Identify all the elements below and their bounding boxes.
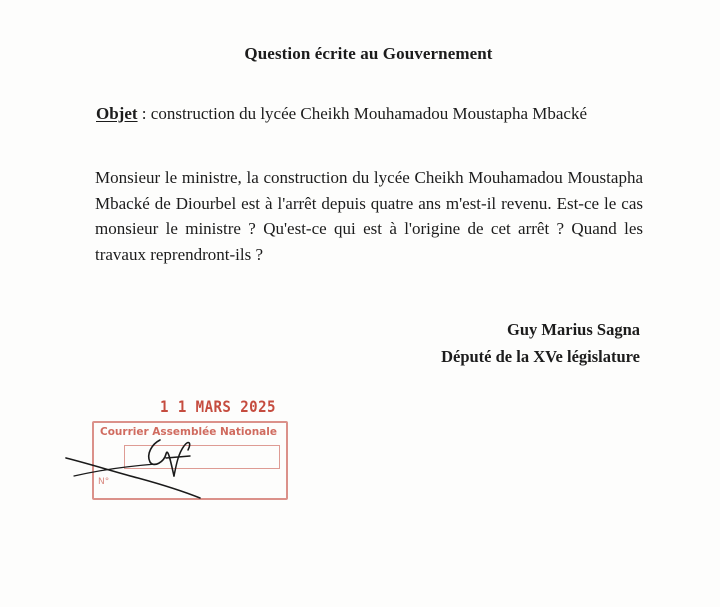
signature-block [441,316,640,370]
subject-text: construction du lycée Cheikh Mouhamadou Moustapha Mbacké [150,104,588,123]
reception-stamp-label: Courrier Assemblée Nationale [100,426,277,438]
handwritten-signature-icon [60,428,210,508]
subject-separator: : [137,104,151,123]
date-stamp: 1 1 MARS 2025 [160,397,276,416]
document-title: Question écrite au Gouvernement [244,44,493,63]
reception-stamp-number: N° [98,477,110,487]
author-title: Député de la XVe législature [441,347,640,366]
subject-label: Objet [96,104,138,123]
body-paragraph: Monsieur le ministre, la construction du lycée Cheikh Mouhamadou Moustapha Mbacké de Diourbel est à l'arrêt depuis quatre ans m'est-il revenu. Est-ce le cas monsieur le ministre ? Qu'est-ce qui est à l'origine de cet arrêt ? Quand les travaux reprendront-ils ? [95,168,643,264]
author-name: Guy Marius Sagna [507,320,640,339]
subject-line [96,104,587,124]
